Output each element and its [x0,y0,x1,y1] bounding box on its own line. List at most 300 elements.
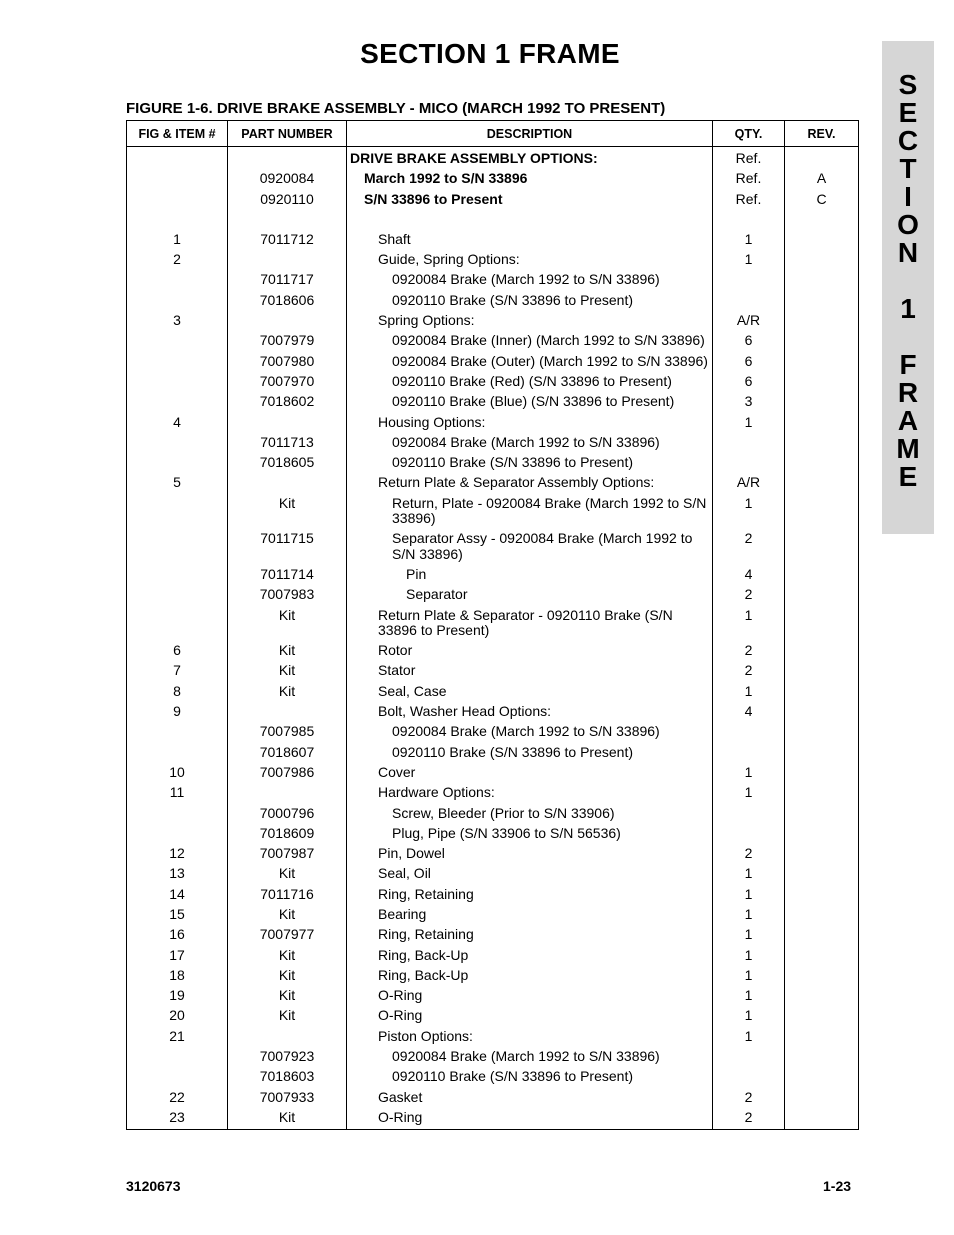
qty-cell: 1 [713,925,785,945]
table-row [127,925,859,945]
description-cell: Bolt, Washer Head Options: [347,702,713,722]
rev-cell [785,392,859,412]
qty-cell: 1 [713,250,785,270]
qty-cell: 2 [713,529,785,565]
header-qty: QTY. [713,121,785,147]
table-header-row [127,121,859,147]
rev-cell [785,844,859,864]
qty-cell: 1 [713,885,785,905]
qty-cell [713,1047,785,1067]
table-row [127,453,859,473]
item-cell [127,1047,228,1067]
description-cell: 0920084 Brake (March 1992 to S/N 33896) [347,270,713,290]
item-cell [127,352,228,372]
table-row [127,311,859,331]
description-cell: 0920084 Brake (March 1992 to S/N 33896) [347,722,713,742]
rev-cell [785,230,859,250]
side-tab-letters [882,71,934,491]
rev-cell [785,743,859,763]
rev-cell [785,331,859,351]
description-cell: Pin [347,565,713,585]
spacer-cell [127,210,228,230]
qty-cell [713,453,785,473]
table-row [127,986,859,1006]
description-cell: Spring Options: [347,311,713,331]
part-number-cell: Kit [228,966,347,986]
rev-cell [785,291,859,311]
side-tab-letter: I [904,181,912,212]
part-number-cell: 7007983 [228,585,347,605]
parts-table [126,120,859,1130]
part-number-cell: 7011713 [228,433,347,453]
rev-cell [785,311,859,331]
part-number-cell [228,1027,347,1047]
figure-title: FIGURE 1-6. DRIVE BRAKE ASSEMBLY - MICO (MARCH 1992 TO PRESENT) [126,100,666,117]
description-cell: Seal, Case [347,682,713,702]
item-cell [127,494,228,530]
side-tab-letter: E [898,461,918,492]
item-cell: 7 [127,661,228,681]
side-tab-letter [882,323,934,351]
table-row [127,783,859,803]
qty-cell: 1 [713,1027,785,1047]
qty-cell [713,804,785,824]
description-cell: March 1992 to S/N 33896 [347,169,713,189]
table-row [127,905,859,925]
item-cell: 22 [127,1088,228,1108]
qty-cell: Ref. [713,190,785,210]
header-part-number: PART NUMBER [228,121,347,147]
item-cell: 10 [127,763,228,783]
side-tab-letter: S [898,69,918,100]
rev-cell: A [785,169,859,189]
description-cell: Bearing [347,905,713,925]
description-cell: Separator Assy - 0920084 Brake (March 1992 to S/N 33896) [347,529,713,565]
spacer-cell [713,210,785,230]
table-row [127,190,859,210]
side-tab-letter [882,267,934,295]
part-number-cell: 7007970 [228,372,347,392]
part-number-cell: Kit [228,1108,347,1130]
side-tab-letter: T [899,153,917,184]
description-cell: Pin, Dowel [347,844,713,864]
table-row [127,606,859,642]
description-cell: S/N 33896 to Present [347,190,713,210]
rev-cell [785,682,859,702]
part-number-cell: 0920110 [228,190,347,210]
item-cell: 15 [127,905,228,925]
description-cell: Ring, Back-Up [347,946,713,966]
table-row [127,1067,859,1087]
description-cell: Plug, Pipe (S/N 33906 to S/N 56536) [347,824,713,844]
qty-cell: 6 [713,352,785,372]
side-tab-letter: E [898,97,918,128]
description-cell: Seal, Oil [347,864,713,884]
part-number-cell: 7007987 [228,844,347,864]
rev-cell [785,783,859,803]
table-row [127,722,859,742]
table-row [127,494,859,530]
qty-cell: 2 [713,844,785,864]
item-cell [127,743,228,763]
table-row [127,1088,859,1108]
table-row [127,682,859,702]
description-cell: Stator [347,661,713,681]
description-cell: DRIVE BRAKE ASSEMBLY OPTIONS: [347,147,713,170]
header-fig-item: FIG & ITEM # [127,121,228,147]
footer-doc-number: 3120673 [126,1178,181,1194]
table-row [127,864,859,884]
part-number-cell: Kit [228,864,347,884]
table-row [127,1006,859,1026]
description-cell: Return Plate & Separator Assembly Options: [347,473,713,493]
table-row [127,147,859,170]
table-row [127,413,859,433]
part-number-cell [228,250,347,270]
part-number-cell: 7007933 [228,1088,347,1108]
part-number-cell [228,147,347,170]
item-cell [127,169,228,189]
item-cell: 1 [127,230,228,250]
rev-cell [785,1047,859,1067]
rev-cell [785,1027,859,1047]
qty-cell: 2 [713,585,785,605]
table-row [127,585,859,605]
rev-cell [785,885,859,905]
item-cell [127,824,228,844]
table-row [127,661,859,681]
description-cell: 0920084 Brake (Inner) (March 1992 to S/N 33896) [347,331,713,351]
part-number-cell: 7007986 [228,763,347,783]
table-row [127,804,859,824]
rev-cell [785,763,859,783]
description-cell: O-Ring [347,1006,713,1026]
item-cell: 23 [127,1108,228,1130]
rev-cell [785,606,859,642]
part-number-cell: 7011712 [228,230,347,250]
rev-cell [785,372,859,392]
table-row [127,270,859,290]
qty-cell: 1 [713,763,785,783]
item-cell [127,804,228,824]
item-cell: 21 [127,1027,228,1047]
description-cell: Shaft [347,230,713,250]
description-cell: Cover [347,763,713,783]
item-cell [127,529,228,565]
rev-cell [785,661,859,681]
item-cell: 3 [127,311,228,331]
part-number-cell [228,783,347,803]
rev-cell [785,585,859,605]
description-cell: O-Ring [347,1108,713,1130]
footer-page-number: 1-23 [823,1178,852,1194]
rev-cell: C [785,190,859,210]
spacer-cell [347,210,713,230]
side-tab-letter: O [897,209,919,240]
rev-cell [785,946,859,966]
table-row [127,1108,859,1130]
part-number-cell: 7018602 [228,392,347,412]
description-cell: 0920110 Brake (S/N 33896 to Present) [347,743,713,763]
description-cell: Housing Options: [347,413,713,433]
part-number-cell: 7011717 [228,270,347,290]
table-row [127,230,859,250]
spacer-row [127,210,859,230]
rev-cell [785,966,859,986]
table-row [127,433,859,453]
rev-cell [785,270,859,290]
part-number-cell: Kit [228,905,347,925]
qty-cell [713,291,785,311]
item-cell [127,270,228,290]
part-number-cell: Kit [228,682,347,702]
part-number-cell: 0920084 [228,169,347,189]
item-cell: 5 [127,473,228,493]
qty-cell: 6 [713,331,785,351]
qty-cell: 1 [713,946,785,966]
description-cell: Ring, Retaining [347,925,713,945]
description-cell: Separator [347,585,713,605]
qty-cell [713,433,785,453]
side-tab-letter: A [897,405,919,436]
qty-cell [713,743,785,763]
table-row [127,824,859,844]
part-number-cell: Kit [228,494,347,530]
item-cell: 20 [127,1006,228,1026]
qty-cell: 1 [713,494,785,530]
qty-cell [713,722,785,742]
qty-cell: 1 [713,230,785,250]
rev-cell [785,453,859,473]
table-row [127,372,859,392]
side-tab-letter: 1 [900,293,916,324]
qty-cell: 1 [713,864,785,884]
rev-cell [785,147,859,170]
rev-cell [785,1088,859,1108]
qty-cell: 3 [713,392,785,412]
item-cell: 12 [127,844,228,864]
qty-cell [713,824,785,844]
part-number-cell: Kit [228,606,347,642]
table-row [127,291,859,311]
qty-cell: Ref. [713,169,785,189]
rev-cell [785,1006,859,1026]
table-row [127,966,859,986]
description-cell: 0920110 Brake (S/N 33896 to Present) [347,453,713,473]
table-row [127,946,859,966]
qty-cell: 1 [713,1006,785,1026]
rev-cell [785,925,859,945]
description-cell: Piston Options: [347,1027,713,1047]
table-row [127,169,859,189]
item-cell: 13 [127,864,228,884]
description-cell: O-Ring [347,986,713,1006]
parts-table-body [127,147,859,1130]
side-tab-letter: C [897,125,919,156]
description-cell: Return Plate & Separator - 0920110 Brake (S/N 33896 to Present) [347,606,713,642]
rev-cell [785,824,859,844]
item-cell [127,722,228,742]
side-tab-letter: N [897,237,919,268]
part-number-cell: 7007985 [228,722,347,742]
part-number-cell: Kit [228,986,347,1006]
rev-cell [785,352,859,372]
item-cell [127,372,228,392]
part-number-cell: 7018606 [228,291,347,311]
rev-cell [785,641,859,661]
part-number-cell: 7007980 [228,352,347,372]
part-number-cell: 7011714 [228,565,347,585]
header-description: DESCRIPTION [347,121,713,147]
table-row [127,473,859,493]
part-number-cell: 7007923 [228,1047,347,1067]
item-cell [127,585,228,605]
item-cell [127,565,228,585]
description-cell: 0920110 Brake (S/N 33896 to Present) [347,1067,713,1087]
qty-cell: 1 [713,966,785,986]
rev-cell [785,905,859,925]
table-row [127,565,859,585]
qty-cell: 2 [713,1088,785,1108]
table-row [127,250,859,270]
description-cell: Ring, Retaining [347,885,713,905]
qty-cell: 4 [713,565,785,585]
description-cell: 0920084 Brake (Outer) (March 1992 to S/N 33896) [347,352,713,372]
description-cell: 0920084 Brake (March 1992 to S/N 33896) [347,1047,713,1067]
item-cell [127,433,228,453]
qty-cell: 2 [713,641,785,661]
rev-cell [785,702,859,722]
part-number-cell: 7018607 [228,743,347,763]
table-row [127,743,859,763]
table-row [127,529,859,565]
table-row [127,763,859,783]
item-cell: 8 [127,682,228,702]
part-number-cell: Kit [228,661,347,681]
description-cell: Hardware Options: [347,783,713,803]
part-number-cell: 7018609 [228,824,347,844]
part-number-cell [228,311,347,331]
part-number-cell: Kit [228,641,347,661]
spacer-cell [228,210,347,230]
item-cell: 2 [127,250,228,270]
rev-cell [785,473,859,493]
part-number-cell: 7007977 [228,925,347,945]
part-number-cell: Kit [228,1006,347,1026]
table-row [127,392,859,412]
qty-cell: A/R [713,311,785,331]
rev-cell [785,413,859,433]
item-cell: 18 [127,966,228,986]
part-number-cell: 7011715 [228,529,347,565]
item-cell: 19 [127,986,228,1006]
item-cell: 9 [127,702,228,722]
item-cell [127,392,228,412]
side-tab-letter: M [896,433,920,464]
part-number-cell: 7018605 [228,453,347,473]
qty-cell: 1 [713,606,785,642]
part-number-cell: 7000796 [228,804,347,824]
rev-cell [785,250,859,270]
qty-cell: 6 [713,372,785,392]
description-cell: Guide, Spring Options: [347,250,713,270]
description-cell: 0920084 Brake (March 1992 to S/N 33896) [347,433,713,453]
rev-cell [785,565,859,585]
description-cell: Ring, Back-Up [347,966,713,986]
side-tab-letter: F [899,349,917,380]
item-cell [127,1067,228,1087]
item-cell [127,453,228,473]
table-row [127,352,859,372]
part-number-cell [228,702,347,722]
qty-cell [713,1067,785,1087]
qty-cell [713,270,785,290]
rev-cell [785,433,859,453]
qty-cell: 1 [713,682,785,702]
part-number-cell: 7018603 [228,1067,347,1087]
part-number-cell [228,413,347,433]
table-row [127,641,859,661]
section-side-tab [882,41,934,534]
qty-cell: 2 [713,661,785,681]
description-cell: 0920110 Brake (S/N 33896 to Present) [347,291,713,311]
rev-cell [785,864,859,884]
rev-cell [785,529,859,565]
table-row [127,1047,859,1067]
description-cell: Return, Plate - 0920084 Brake (March 1992 to S/N 33896) [347,494,713,530]
spacer-cell [785,210,859,230]
part-number-cell: Kit [228,946,347,966]
item-cell: 6 [127,641,228,661]
table-row [127,844,859,864]
rev-cell [785,1067,859,1087]
table-row [127,1027,859,1047]
description-cell: Screw, Bleeder (Prior to S/N 33906) [347,804,713,824]
item-cell: 11 [127,783,228,803]
item-cell: 4 [127,413,228,433]
item-cell [127,331,228,351]
page-title: SECTION 1 FRAME [360,38,620,69]
description-cell: 0920110 Brake (Blue) (S/N 33896 to Present) [347,392,713,412]
item-cell: 14 [127,885,228,905]
table-row [127,331,859,351]
qty-cell: 2 [713,1108,785,1130]
rev-cell [785,804,859,824]
description-cell: 0920110 Brake (Red) (S/N 33896 to Present) [347,372,713,392]
part-number-cell: 7007979 [228,331,347,351]
qty-cell: 1 [713,783,785,803]
table-row [127,885,859,905]
rev-cell [785,722,859,742]
part-number-cell [228,473,347,493]
description-cell: Rotor [347,641,713,661]
side-tab-letter: R [897,377,919,408]
qty-cell: 1 [713,905,785,925]
rev-cell [785,1108,859,1130]
rev-cell [785,494,859,530]
item-cell [127,606,228,642]
item-cell [127,190,228,210]
item-cell: 17 [127,946,228,966]
qty-cell: Ref. [713,147,785,170]
item-cell [127,147,228,170]
qty-cell: 4 [713,702,785,722]
item-cell [127,291,228,311]
item-cell: 16 [127,925,228,945]
rev-cell [785,986,859,1006]
part-number-cell: 7011716 [228,885,347,905]
qty-cell: 1 [713,413,785,433]
